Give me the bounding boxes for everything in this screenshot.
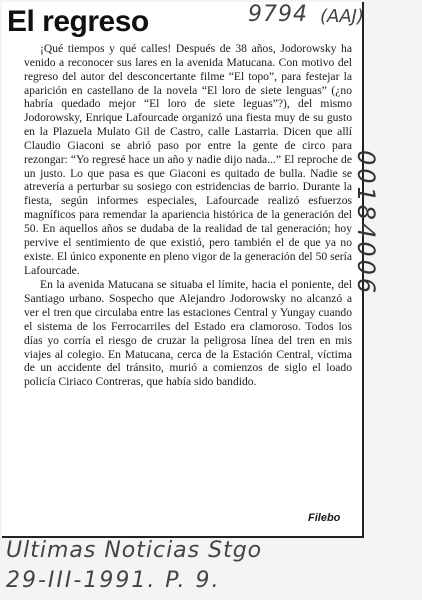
article-paragraph: En la avenida Matucana se situaba el límite, hacia el poniente, del Santiago urbano. Sospecho que Alejandro Jodorowsky no alcanzó a ver el tren que circulaba entre las estaciones Central y Yungay cuando el sistema de los Ferrocarriles del Estado era clamoroso. Todos los días yo corría el riesgo de cruzar la peligrosa línea del tren en mis viajes al colegio. En Matucana, cerca de la Estación Central, víctima de un accidente del tránsito, murió a comienzos de siglo el loado policía Ciriaco Contreras, que había sido bandido. bbox=[24, 278, 352, 389]
article-paragraph: ¡Qué tiempos y qué calles! Después de 38 años, Jodorowsky ha venido a reconocer sus lares en la avenida Matucana. Con motivo del regreso del autor del desconcertante filme “El topo”, para festejar la aparición en castellano de la novela “El loro de siete lenguas” (¿no habría quedado mejor “El loro de siete leguas”?), del mismo Jodorowsky, Enrique Lafourcade organizó una fiesta muy de su gusto en la Plazuela Mulato Gil de Castro, calle Lastarria. Dicen que allí Claudio Giaconi se abrió paso por entre la gente de circo para rezongar: “Yo regresé hace un año y nadie dijo nada...” El reproche de un justo. Lo que pasa es que Giaconi es quitado de bulla. Nadie se atrevería a perturbar su sosiego con estridencias de barrio. Durante la fiesta, según informes especiales, Lafourcade realizó esfuerzos magníficos para remendar la apariencia histórica de la generación del 50. En aquellos años se dudaba de la realidad de tal generación; hoy pervive el sentimiento de que existió, pero también el de que ya no existe. El único exponente en pleno vigor de la generación del 50 sería Lafourcade. bbox=[24, 42, 352, 277]
handwritten-initials: (AAJ) bbox=[320, 6, 364, 27]
handwritten-source: Ultimas Noticias Stgo bbox=[6, 538, 263, 563]
handwritten-archive-number: 9794 bbox=[248, 2, 308, 27]
article-title: El regreso bbox=[7, 5, 149, 38]
handwritten-date: 29-III-1991. P. 9. bbox=[6, 568, 221, 593]
article-body bbox=[24, 42, 352, 389]
newspaper-clipping bbox=[2, 2, 364, 538]
handwritten-vertical-code: 00184006 bbox=[352, 150, 380, 297]
article-byline: Filebo bbox=[308, 512, 341, 524]
